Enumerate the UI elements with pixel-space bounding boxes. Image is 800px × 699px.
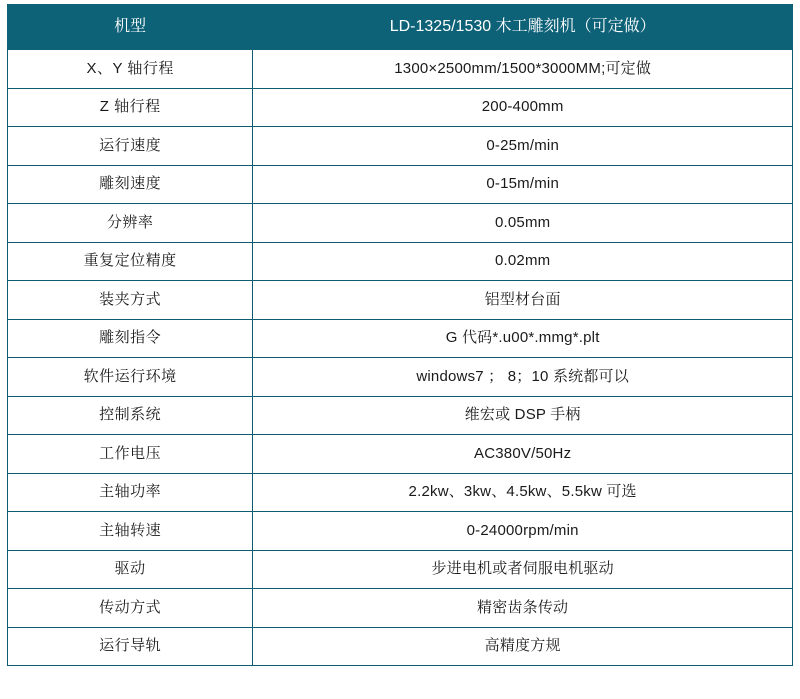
table-row: [8, 50, 793, 89]
spec-value-cell: 步进电机或者伺服电机驱动: [253, 550, 793, 589]
spec-value-cell: 0-25m/min: [253, 127, 793, 166]
spec-label-cell: 工作电压: [8, 435, 253, 474]
spec-label-cell: 驱动: [8, 550, 253, 589]
table-row: [8, 281, 793, 320]
table-row: [8, 165, 793, 204]
spec-label-cell: 雕刻速度: [8, 165, 253, 204]
table-row: [8, 512, 793, 551]
table-row: [8, 396, 793, 435]
spec-value-cell: 高精度方规: [253, 627, 793, 666]
spec-value-cell: 铝型材台面: [253, 281, 793, 320]
table-body: [8, 50, 793, 666]
spec-value-cell: windows7 ； 8；10 系统都可以: [253, 358, 793, 397]
table-row: [8, 88, 793, 127]
spec-label-cell: 主轴转速: [8, 512, 253, 551]
spec-value-cell: 2.2kw、3kw、4.5kw、5.5kw 可选: [253, 473, 793, 512]
spec-label-cell: 重复定位精度: [8, 242, 253, 281]
spec-value-cell: 1300×2500mm/1500*3000MM;可定做: [253, 50, 793, 89]
spec-value-cell: 0.02mm: [253, 242, 793, 281]
spec-value-cell: 维宏或 DSP 手柄: [253, 396, 793, 435]
table-row: [8, 550, 793, 589]
header-cell-model-label: 机型: [8, 5, 253, 50]
table-header-row: [8, 5, 793, 50]
table-row: [8, 204, 793, 243]
spec-label-cell: 运行速度: [8, 127, 253, 166]
spec-label-cell: 软件运行环境: [8, 358, 253, 397]
table-row: [8, 473, 793, 512]
spec-label-cell: 传动方式: [8, 589, 253, 628]
spec-label-cell: 装夹方式: [8, 281, 253, 320]
spec-value-cell: G 代码*.u00*.mmg*.plt: [253, 319, 793, 358]
table-row: [8, 127, 793, 166]
spec-label-cell: X、Y 轴行程: [8, 50, 253, 89]
table-row: [8, 319, 793, 358]
table-row: [8, 358, 793, 397]
spec-label-cell: Z 轴行程: [8, 88, 253, 127]
table-header: [8, 5, 793, 50]
spec-label-cell: 分辨率: [8, 204, 253, 243]
spec-value-cell: 0-24000rpm/min: [253, 512, 793, 551]
spec-label-cell: 主轴功率: [8, 473, 253, 512]
spec-value-cell: 0.05mm: [253, 204, 793, 243]
table-row: [8, 627, 793, 666]
table-row: [8, 589, 793, 628]
spec-value-cell: 200-400mm: [253, 88, 793, 127]
table-row: [8, 242, 793, 281]
spec-value-cell: 0-15m/min: [253, 165, 793, 204]
spec-value-cell: AC380V/50Hz: [253, 435, 793, 474]
specification-table: [7, 4, 793, 666]
spec-label-cell: 运行导轨: [8, 627, 253, 666]
spec-label-cell: 雕刻指令: [8, 319, 253, 358]
spec-value-cell: 精密齿条传动: [253, 589, 793, 628]
spec-label-cell: 控制系统: [8, 396, 253, 435]
table-row: [8, 435, 793, 474]
header-cell-model-value: LD-1325/1530 木工雕刻机（可定做）: [253, 5, 793, 50]
